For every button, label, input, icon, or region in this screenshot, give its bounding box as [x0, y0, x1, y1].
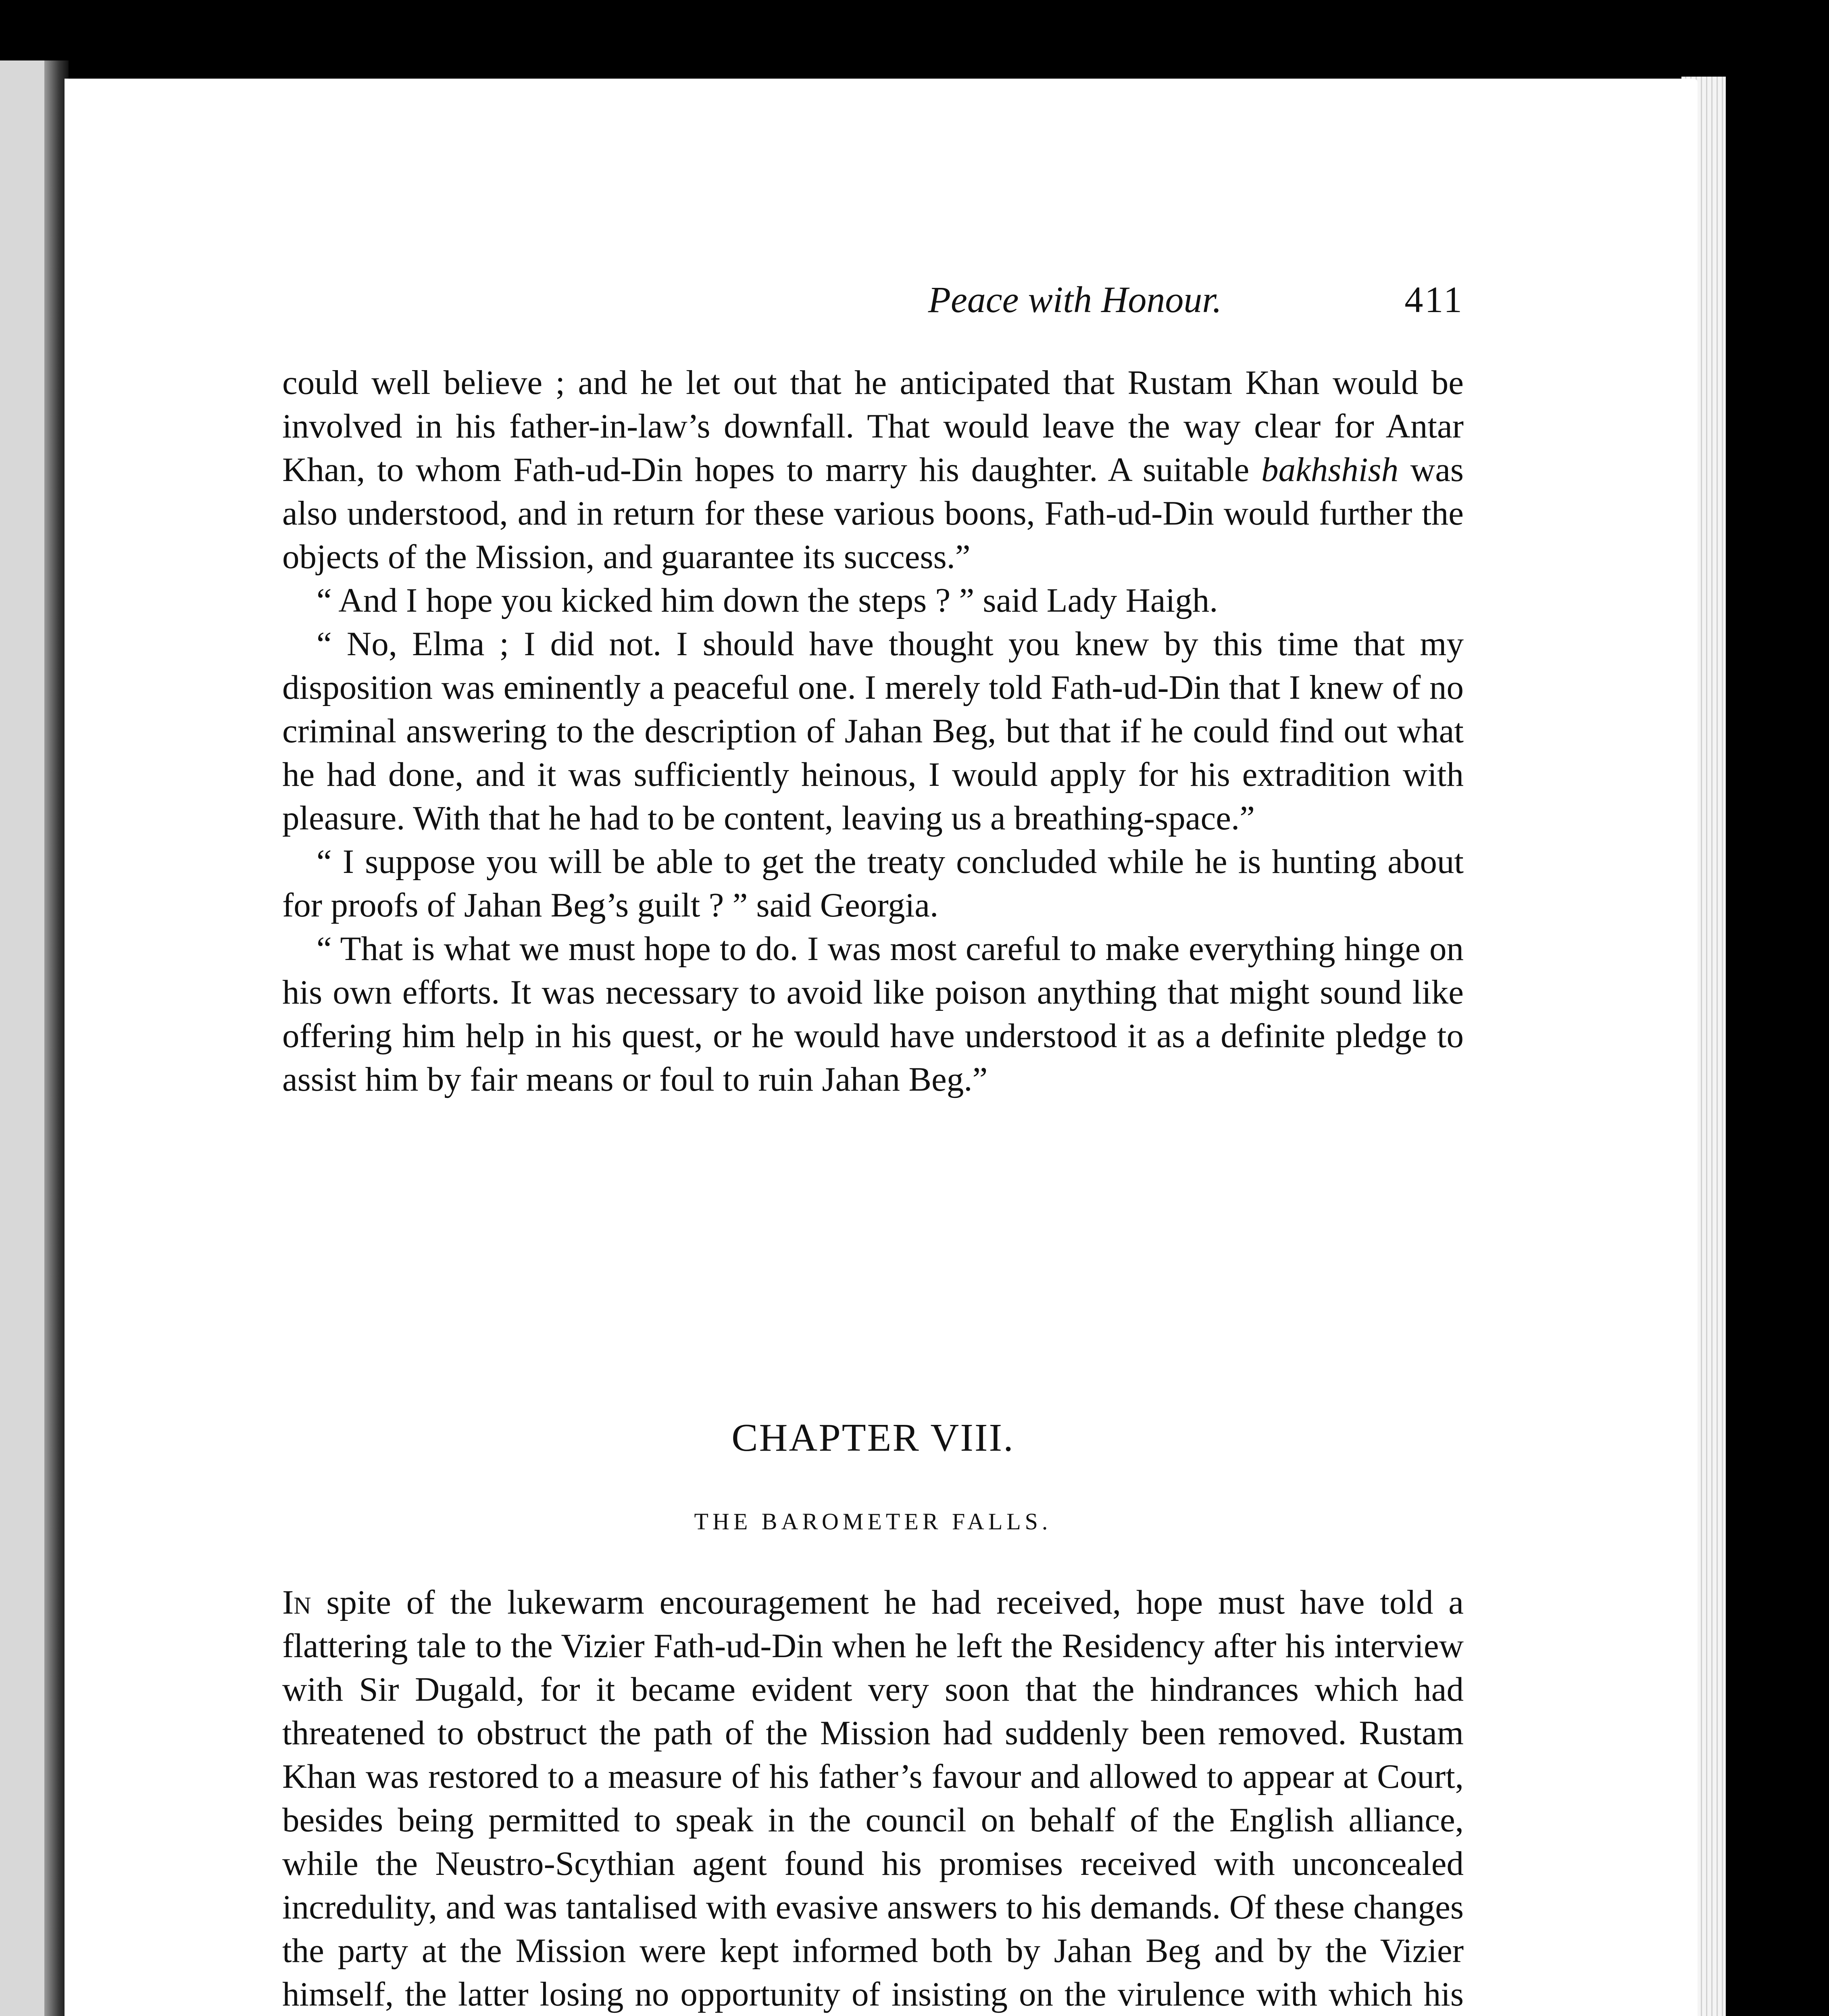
paragraph-1-part-a: could well believe ; and he let out that he anticipated that Rustam Khan would be involved in his father-in-law’s downfall. That would leave the way clear for Antar Khan, to whom Fath-ud-Din hopes to marry his daughter. A suitable: [282, 364, 1464, 489]
lead-in-smallcaps: In: [282, 1583, 311, 1621]
page-header: [282, 274, 1464, 331]
chapter-opening-body: spite of the lukewarm encouragement he had received, hope must have told a flattering tale to the Vizier Fath-ud-Din when he left the Residency after his interview with Sir Dugald, for it became evident very soon that the hindrances which had threatened to obstruct the path of the Mission had suddenly been removed. Rustam Khan was restored to a measure of his father’s favour and allowed to appear at Court, besides being permitted to speak in the council on behalf of the English alliance, while the Neustro-Scythian agent found his promises received with unconcealed incredulity, and was tantalised with evasive answers to his demands. Of these changes the party at the Mission were kept informed both by Jahan Beg and by the Vizier himself, the latter losing no opportunity of insisting on the virulence with which his: [282, 1583, 1464, 2013]
paragraph-4: “ I suppose you will be able to get the treaty concluded while he is hunting about for proofs of Jahan Beg’s guilt ? ” said Georgia.: [282, 843, 1464, 924]
body-text-section-1: [282, 361, 1464, 1101]
paragraph-5: “ That is what we must hope to do. I was most careful to make everything hinge on his own efforts. It was necessary to avoid like poison anything that might sound like offering him help in his quest, or he would have understood it as a definite pledge to assist him by fair means or foul to ruin Jahan Beg.”: [282, 930, 1464, 1098]
paragraph-2: “ And I hope you kicked him down the steps ? ” said Lady Haigh.: [317, 581, 1218, 619]
page-number: 411: [1404, 279, 1464, 320]
paragraph-3: “ No, Elma ; I did not. I should have thought you knew by this time that my disposition was eminently a peaceful one. I merely told Fath-ud-Din that I knew of no criminal answering to the description of Jahan Beg, but that if he could find out what he had done, and it was sufficiently heinous, I would apply for his extradition with pleasure. With that he had to be content, leaving us a breathing-space.”: [282, 625, 1464, 837]
italic-term: bakhshish: [1261, 451, 1399, 489]
running-title: Peace with Honour.: [928, 279, 1222, 320]
chapter-opening-paragraph: [282, 1581, 1464, 2016]
body-text-section-2: [282, 1581, 1464, 2016]
chapter-title: CHAPTER VIII.: [731, 1416, 1014, 1460]
paragraph-1: [282, 361, 1464, 579]
chapter-subtitle: THE BAROMETER FALLS.: [694, 1508, 1052, 1535]
paragraph-1-part-b: was also understood, and in return for these various boons, Fath-ud-Din would further the objects of the Mission, and guarantee its success.”: [282, 451, 1464, 576]
